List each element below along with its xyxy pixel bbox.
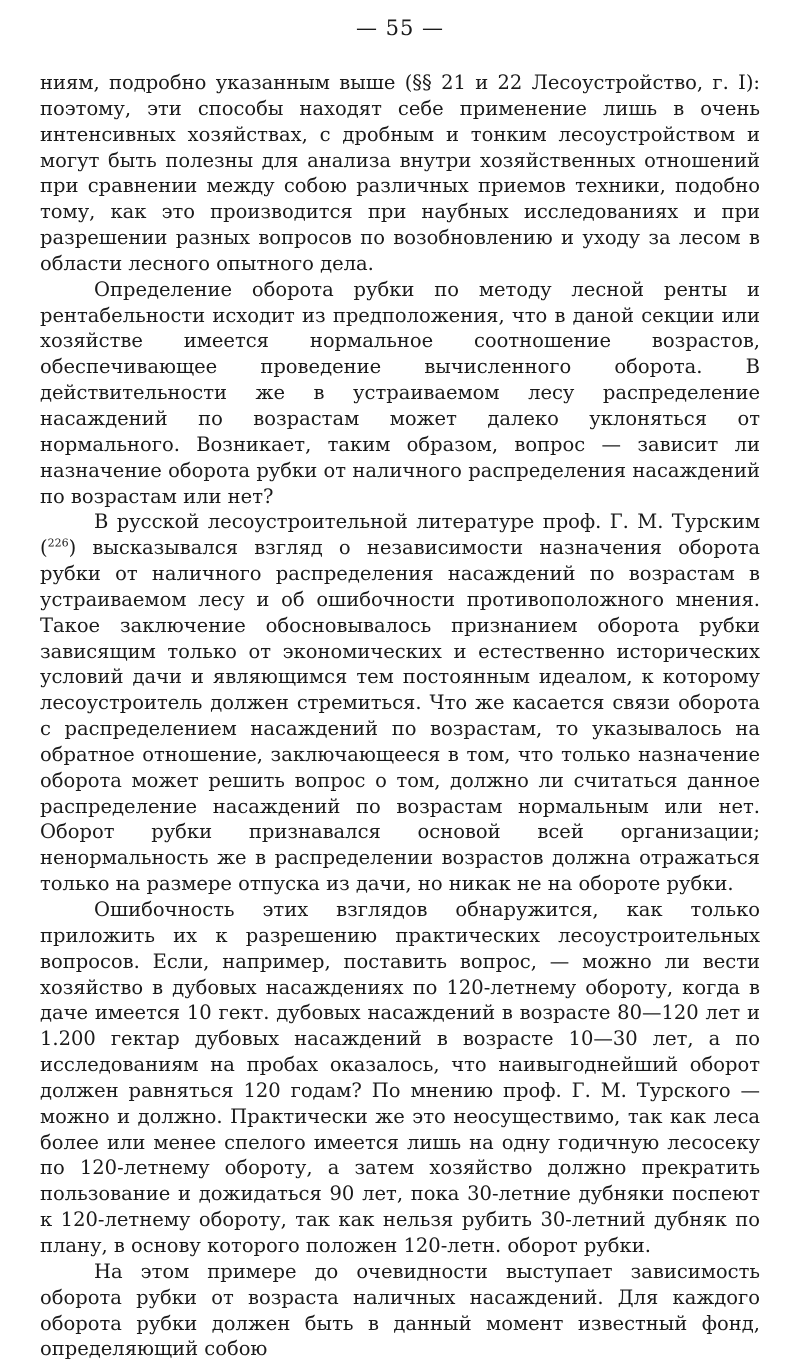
- paragraph-2: Определение оборота рубки по методу лесной ренты и рентабельности исходит из предположения, что в даной секции или хозяйстве имеется нормальное соотношение возрастов, обеспечивающее проведение вычисленного оборота. В действительности же в устраиваемом лесу распределение насаждений по возрастам может далеко уклоняться от нормального. Возникает, таким образом, вопрос — зависит ли назначение оборота рубки от наличного распределения насаждений по возрастам или нет?: [40, 277, 760, 508]
- paragraph-5: На этом примере до очевидности выступает зависимость оборота рубки от возраста наличных насаждений. Для каждого оборота рубки должен быть в данный момент известный фонд, определяющий собою: [40, 1259, 760, 1361]
- footnote-reference: 226: [47, 536, 69, 550]
- paragraph-4: Ошибочность этих взглядов обнаружится, как только приложить их к разрешению практических лесоустроительных вопросов. Если, например, поставить вопрос, — можно ли вести хозяйство в дубовых насаждениях по 120-летнему обороту, когда в даче имеется 10 гект. дубовых насаждений в возрасте 80—120 лет и 1.200 гектар дубовых насаждений в возрасте 10—30 лет, а по исследованиям на пробах оказалось, что наивыгоднейший оборот должен равняться 120 годам? По мнению проф. Г. М. Турского — можно и должно. Практически же это неосуществимо, так как леса более или менее спелого имеется лишь на одну годичную лесосеку по 120-летнему обороту, а затем хозяйство должно прекратить пользование и дожидаться 90 лет, пока 30-летние дубняки поспеют к 120-летнему обороту, так как нельзя рубить 30-летний дубняк по плану, в основу которого положен 120-летн. оборот рубки.: [40, 898, 760, 1257]
- paragraph-3: [40, 509, 760, 897]
- paragraph-3-text-after-ref: ) высказывался взгляд о независимости назначения оборота рубки от наличного распределения насаждений по возрастам в устраиваемом лесу и об ошибочности противоположного мнения. Такое заключение обосновывалось признанием оборота рубки зависящим только от экономических и естественно исторических условий дачи и являющимся тем постоянным идеалом, к которому лесоустроитель должен стремиться. Что же касается связи оборота с распределением насаждений по возрастам, то указывалось на обратное отношение, заключающееся в том, что только назначение оборота может решить вопрос о том, должно ли считаться данное распределение насаждений по возрастам нормальным или нет. Оборот рубки признавался основой всей организации; ненормальность же в распределении возрастов должна отражаться только на размере отпуска из дачи, но никак не на обороте рубки.: [40, 536, 760, 896]
- paragraph-1: ниям, подробно указанным выше (§§ 21 и 22 Лесоустройство, г. I): поэтому, эти способы находят себе применение лишь в очень интенсивных хозяйствах, с дробным и тонким лесоустройством и могут быть полезны для анализа внутри хозяйственных отношений при сравнении между собою различных приемов техники, подобно тому, как это производится при наубных исследованиях и при разрешении разных вопросов по возобновлению и уходу за лесом в области лесного опытного дела.: [40, 71, 760, 275]
- paragraph-3-text-before-ref: В русской лесоустроительной литературе проф. Г. М. Турским (: [40, 510, 760, 560]
- book-page: [40, 14, 760, 1362]
- body-text: [40, 70, 760, 1362]
- page-number: — 55 —: [355, 16, 445, 40]
